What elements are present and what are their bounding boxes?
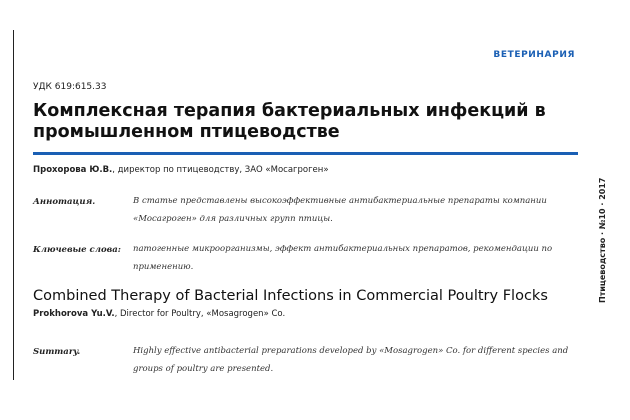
summary-text: Highly effective antibacterial preparations developed by «Mosagrogen» Co. for different species and groups of poultry are presented. xyxy=(133,346,569,374)
author-position-ru: , директор по птицеводству, ЗАО «Мосагроген» xyxy=(112,165,329,175)
author-line-en xyxy=(33,309,285,319)
keywords-text: патогенные микроорганизмы, эффект антибактериальных препаратов, рекомендации по применению. xyxy=(133,244,553,272)
author-name-en: Prokhorova Yu.V. xyxy=(33,309,115,319)
summary-label: Summary. xyxy=(33,347,81,357)
author-position-en: , Director for Poultry, «Mosagrogen» Co. xyxy=(114,309,286,319)
title-underline xyxy=(33,152,578,155)
section-label: ВЕТЕРИНАРИЯ xyxy=(493,50,575,60)
article-title-ru: Комплексная терапия бактериальных инфекций в промышленном птицеводстве xyxy=(33,101,546,142)
article-title-en: Combined Therapy of Bacterial Infections in Commercial Poultry Flocks xyxy=(33,288,548,304)
page-edge-rule xyxy=(13,30,14,380)
annotation-text: В статье представлены высокоэффективные антибактериальные препараты компании «Мосагроген» для различных групп птицы. xyxy=(133,196,547,224)
keywords-label: Ключевые слова: xyxy=(33,245,121,255)
udk-code: УДК 619:615.33 xyxy=(33,82,107,92)
annotation-label: Аннотация. xyxy=(33,197,96,207)
author-name-ru: Прохорова Ю.В. xyxy=(33,165,113,175)
journal-side-caption: Птицеводство · №10 · 2017 xyxy=(598,177,607,303)
author-line-ru xyxy=(33,165,329,175)
